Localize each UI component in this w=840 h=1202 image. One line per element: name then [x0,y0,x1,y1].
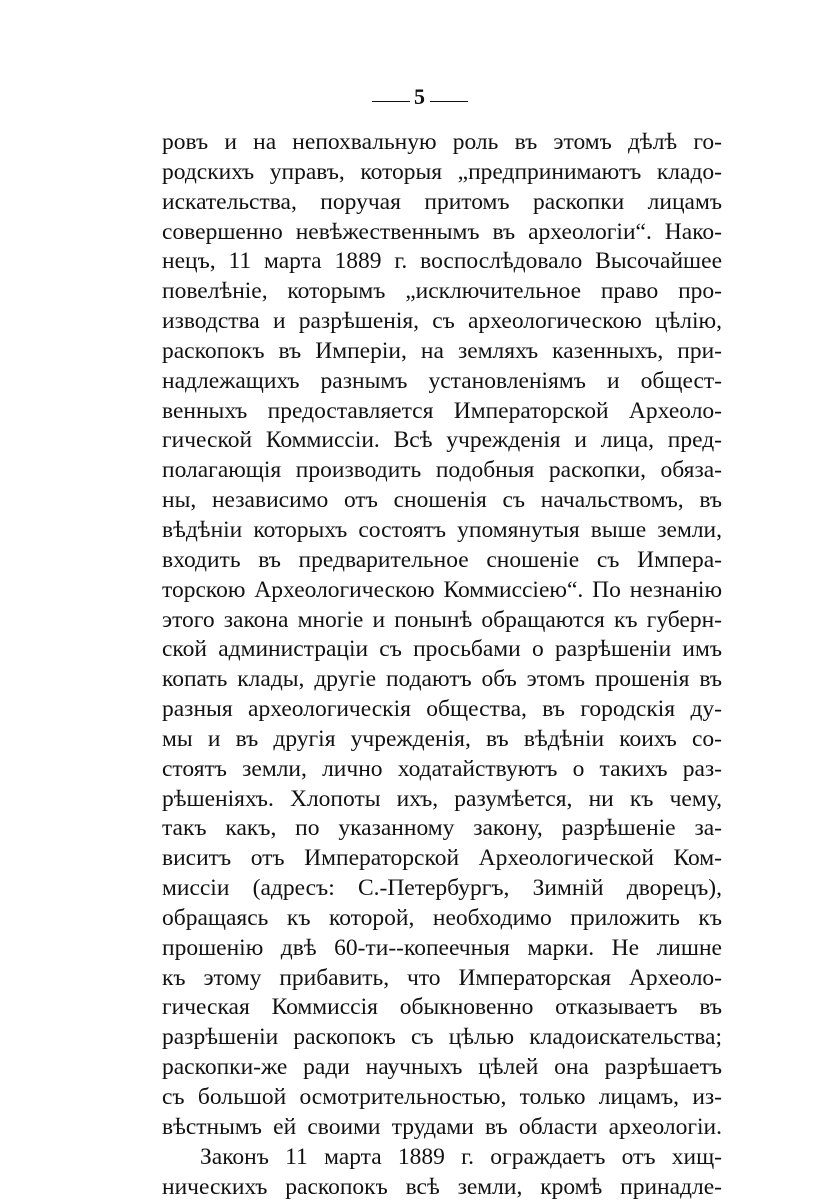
text-line-31: разрѣшеніи раскопокъ съ цѣлью кладоискательства; [162,1024,722,1051]
page-number [0,84,840,110]
text-line-11: гической Коммиссіи. Всѣ учрежденія и лица, пред- [162,427,722,454]
text-line-36: ническихъ раскопокъ всѣ земли, кромѣ принадле- [162,1173,722,1200]
text-line-26: миссіи (адресъ: С.-Петербургъ, Зимній дворецъ), [162,875,722,902]
text-line-3: искательства, поручая притомъ раскопки лицамъ [162,188,722,215]
text-line-21: мы и въ другія учрежденія, въ вѣдѣніи коихъ со- [162,725,722,752]
text-line-28: прошенію двѣ 60-ти--копеечныя марки. Не лишне [162,934,722,961]
text-line-7: изводства и разрѣшенія, съ археологическою цѣлію, [162,308,722,335]
text-line-22: стоятъ земли, лично ходатайствуютъ о такихъ раз- [162,755,722,782]
text-line-29: къ этому прибавить, что Императорская Археоло- [162,964,722,991]
text-line-17: этого закона многіе и понынѣ обращаются къ губерн- [162,606,722,633]
text-line-9: надлежащихъ разнымъ установленіямъ и общест- [162,367,722,394]
text-line-4: совершенно невѣжественнымъ въ археологіи“. Нако- [162,218,722,245]
text-line-30: гическая Коммиссія обыкновенно отказываетъ въ [162,994,722,1021]
text-line-19: копать клады, другіе подаютъ объ этомъ прошенія въ [162,666,722,693]
page-number-left-rule [372,101,410,102]
text-line-35: Законъ 11 марта 1889 г. ограждаетъ отъ хищ- [200,1143,722,1170]
text-line-24: такъ какъ, по указанному закону, разрѣшеніе за- [162,815,722,842]
text-line-23: рѣшеніяхъ. Хлопоты ихъ, разумѣется, ни къ чему, [162,785,722,812]
text-line-32: раскопки-же ради научныхъ цѣлей она разрѣшаетъ [162,1054,722,1081]
text-line-27: обращаясь къ которой, необходимо приложить къ [162,904,722,931]
text-line-33: съ большой осмотрительностью, только лицамъ, из- [162,1084,722,1110]
text-line-25: виситъ отъ Императорской Археологической Ком- [162,845,722,872]
text-line-1: ровъ и на непохвальную роль въ этомъ дѣлѣ го- [162,129,722,155]
text-line-10: венныхъ предоставляется Императорской Археоло- [162,397,722,424]
page-number-value: 5 [414,84,426,109]
text-line-5: нецъ, 11 марта 1889 г. воспослѣдовало Высочайшее [162,248,722,275]
text-line-12: полагающія производить подобныя раскопки, обяза- [162,457,722,484]
text-line-2: родскихъ управъ, которыя „предпринимаютъ кладо- [162,158,722,185]
text-line-34: вѣстнымъ ей своими трудами въ области археологіи. [162,1113,722,1140]
text-line-14: вѣдѣніи которыхъ состоятъ упомянутыя выше земли, [162,516,722,543]
body-text [162,128,722,1202]
text-line-13: ны, независимо отъ сношенія съ начальствомъ, въ [162,487,722,514]
text-line-20: разныя археологическія общества, въ городскія ду- [162,696,722,723]
text-line-16: торскою Археологическою Коммиссіею“. По незнанію [162,576,722,603]
page-number-right-rule [430,101,468,102]
text-line-8: раскопокъ въ Имперіи, на земляхъ казенныхъ, при- [162,337,722,364]
text-line-15: входить въ предварительное сношеніе съ Импера- [162,546,722,573]
text-line-6: повелѣніе, которымъ „исключительное право про- [162,278,722,305]
text-line-18: ской администраціи съ просьбами о разрѣшеніи имъ [162,636,722,663]
